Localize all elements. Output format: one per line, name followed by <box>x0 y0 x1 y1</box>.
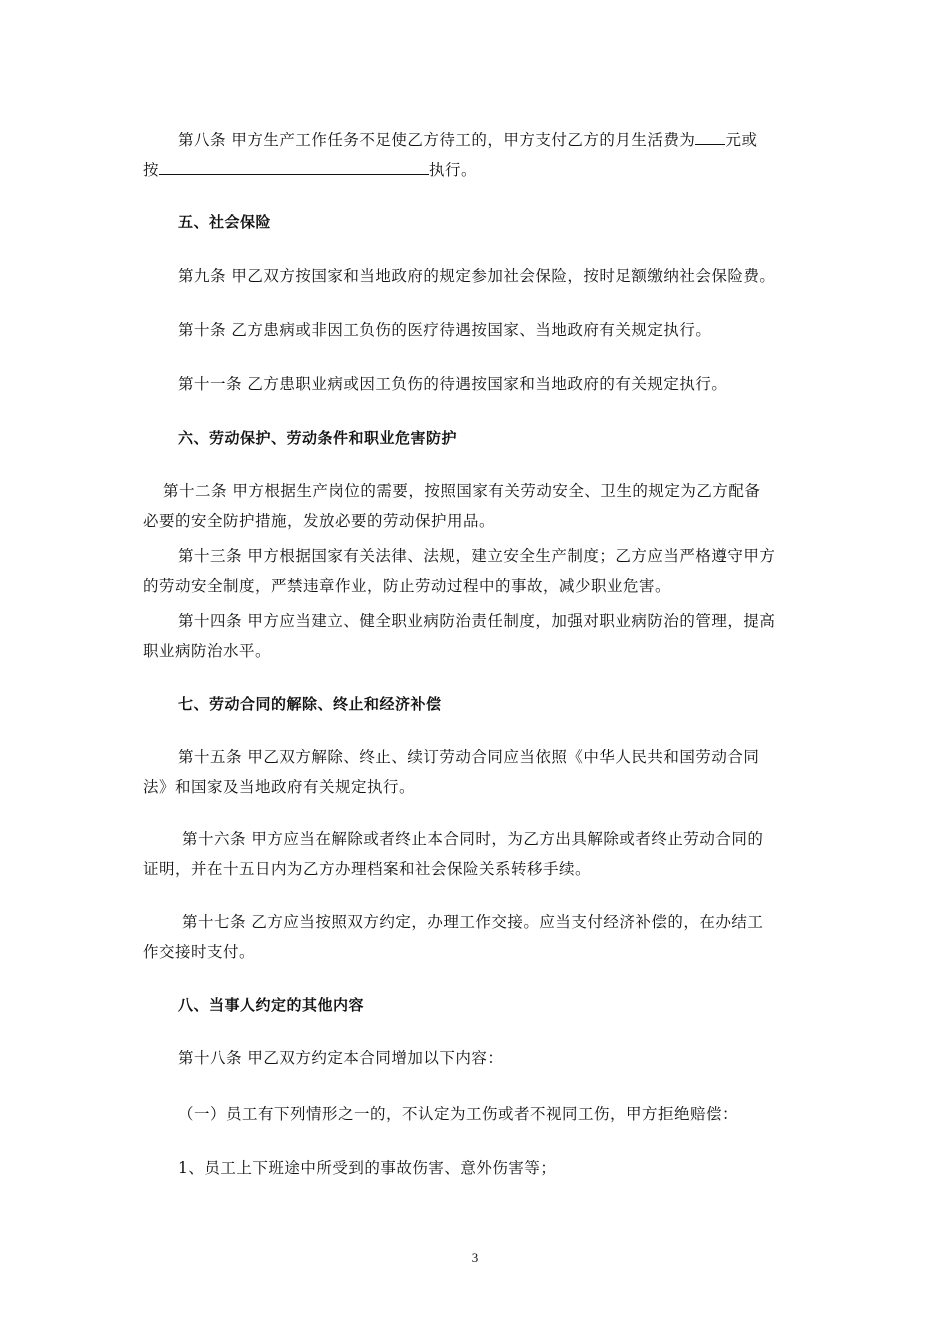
article-8-line-2 <box>143 160 477 180</box>
section-6-heading: 六、劳动保护、劳动条件和职业危害防护 <box>178 429 458 447</box>
article-8-unit: 元或 <box>725 131 758 149</box>
section-7-heading: 七、劳动合同的解除、终止和经济补偿 <box>178 695 442 713</box>
allowance-method-blank <box>159 160 429 175</box>
article-11: 第十一条 乙方患职业病或因工负伤的待遇按国家和当地政府的有关规定执行。 <box>178 375 728 393</box>
page-number: 3 <box>471 1250 479 1265</box>
article-12-line-2: 必要的安全防护措施，发放必要的劳动保护用品。 <box>143 512 496 530</box>
clause-1: （一）员工有下列情形之一的，不认定为工伤或者不视同工伤，甲方拒绝赔偿： <box>178 1105 739 1123</box>
section-8-heading: 八、当事人约定的其他内容 <box>178 996 365 1014</box>
article-8-text: 第八条 甲方生产工作任务不足使乙方待工的，甲方支付乙方的月生活费为 <box>178 131 696 149</box>
article-10: 第十条 乙方患病或非因工负伤的医疗待遇按国家、当地政府有关规定执行。 <box>178 321 712 339</box>
section-5-heading: 五、社会保险 <box>178 213 272 231</box>
article-9: 第九条 甲乙双方按国家和当地政府的规定参加社会保险，按时足额缴纳社会保险费。 <box>178 267 776 285</box>
clause-1-item-1: 1、员工上下班途中所受到的事故伤害、意外伤害等； <box>178 1159 557 1177</box>
article-14-line-1: 第十四条 甲方应当建立、健全职业病防治责任制度，加强对职业病防治的管理，提高 <box>178 612 776 630</box>
article-15-line-2: 法》和国家及当地政府有关规定执行。 <box>143 778 416 796</box>
article-16-line-1: 第十六条 甲方应当在解除或者终止本合同时，为乙方出具解除或者终止劳动合同的 <box>182 830 764 848</box>
article-18: 第十八条 甲乙双方约定本合同增加以下内容： <box>178 1049 504 1067</box>
article-12-line-1: 第十二条 甲方根据生产岗位的需要，按照国家有关劳动安全、卫生的规定为乙方配备 <box>163 482 761 500</box>
article-8-suffix: 执行。 <box>429 161 478 179</box>
allowance-amount-blank <box>695 130 725 145</box>
article-13-line-1: 第十三条 甲方根据国家有关法律、法规，建立安全生产制度；乙方应当严格遵守甲方 <box>178 547 776 565</box>
article-17-line-2: 作交接时支付。 <box>143 943 256 961</box>
article-16-line-2: 证明，并在十五日内为乙方办理档案和社会保险关系转移手续。 <box>143 860 592 878</box>
article-17-line-1: 第十七条 乙方应当按照双方约定，办理工作交接。应当支付经济补偿的，在办结工 <box>182 913 764 931</box>
article-8-prefix: 按 <box>143 161 160 179</box>
article-8-line-1 <box>178 130 757 150</box>
article-13-line-2: 的劳动安全制度，严禁违章作业，防止劳动过程中的事故，减少职业危害。 <box>143 577 672 595</box>
article-14-line-2: 职业病防治水平。 <box>143 642 272 660</box>
article-15-line-1: 第十五条 甲乙双方解除、终止、续订劳动合同应当依照《中华人民共和国劳动合同 <box>178 748 760 766</box>
